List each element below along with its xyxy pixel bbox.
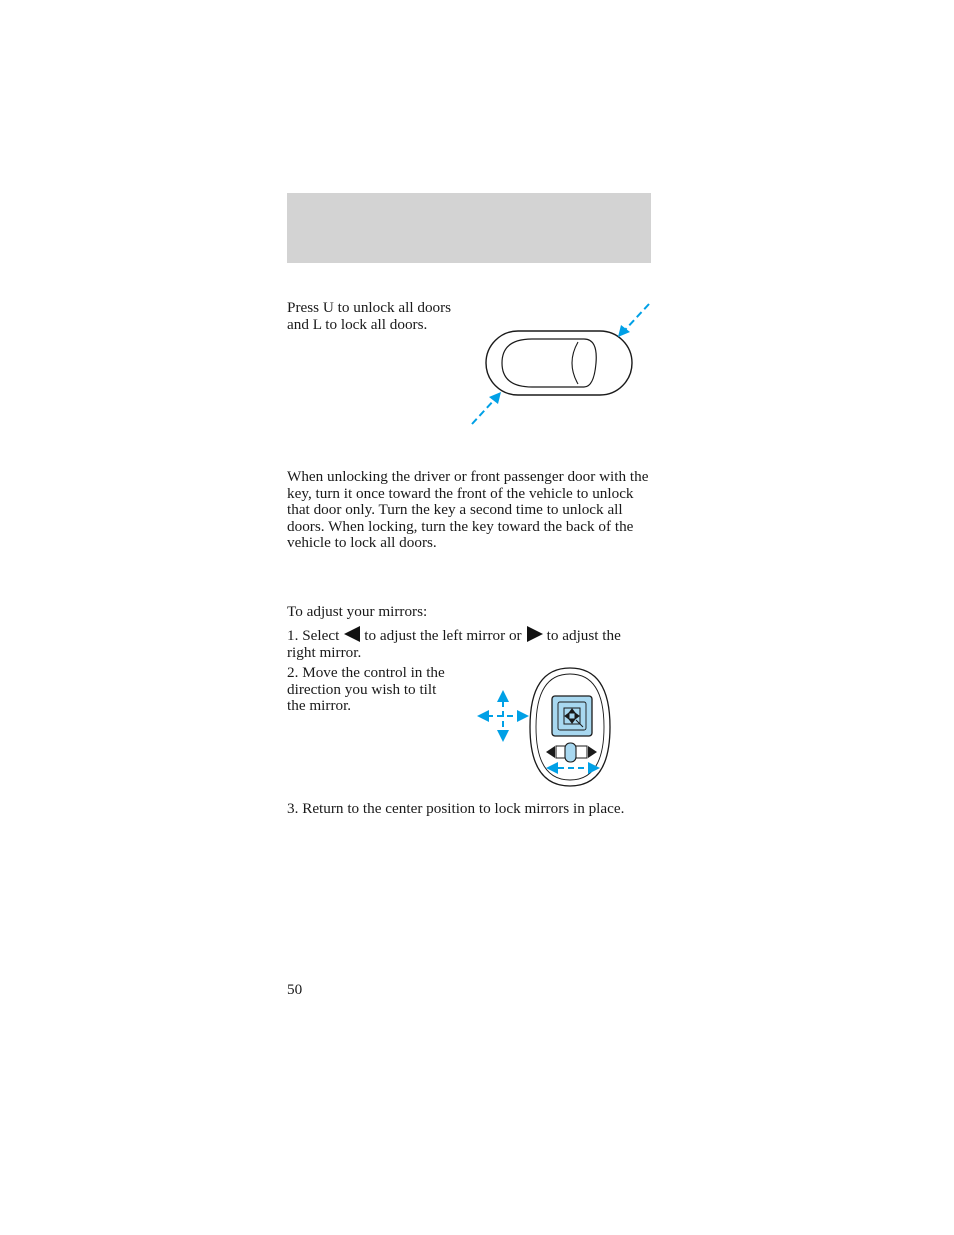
lock-arrow-shaft (624, 304, 649, 331)
unlock-arrow-shaft (472, 399, 495, 424)
header-band (287, 193, 651, 263)
lock-switch-rocker (502, 339, 596, 387)
mirror-intro: To adjust your mirrors: (287, 603, 428, 620)
lock-arrow-head (618, 325, 630, 337)
four-way-arrows-icon (477, 690, 529, 742)
step1-suffix: to adjust the right mirror. (287, 627, 621, 661)
mirror-step-3: 3. Return to the center position to lock mirrors in place. (287, 800, 625, 817)
lock-instructions: Press U to unlock all doors and L to lock all doors. (287, 299, 452, 333)
step1-middle: to adjust the left mirror or (364, 627, 522, 644)
right-triangle-icon (527, 626, 543, 642)
door-lock-switch-illustration (460, 295, 660, 435)
mirror-control-illustration (470, 665, 620, 790)
key-instructions: When unlocking the driver or front passenger door with the key, turn it once toward the front of the vehicle to unlock that door only. Turn the key a second time to unlock all doors. When locking, turn the key toward the back of the vehicle to lock all doors. (287, 468, 649, 552)
left-triangle-icon (344, 626, 360, 642)
mirror-step-1 (287, 626, 653, 661)
page-number: 50 (287, 981, 303, 998)
selector-knob (565, 743, 576, 762)
mirror-step-2: 2. Move the control in the direction you wish to tilt the mirror. (287, 664, 445, 715)
step1-prefix: 1. Select (287, 627, 340, 644)
